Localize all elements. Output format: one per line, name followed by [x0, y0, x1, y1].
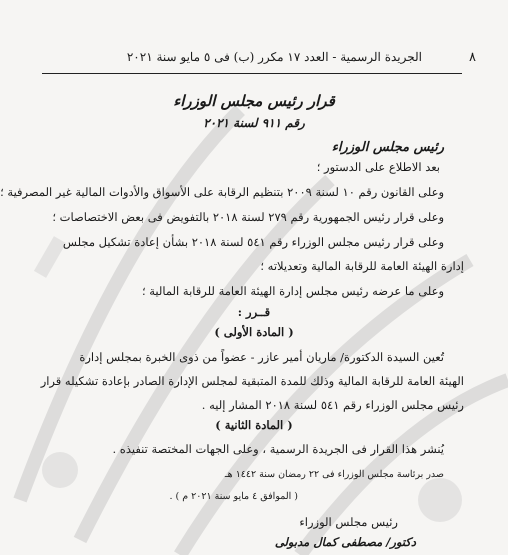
decree-title: قرار رئيس مجلس الوزراء	[173, 92, 335, 110]
preamble-line: وعلى ما عرضه رئيس مجلس إدارة الهيئة العامة للرقابة المالية ؛	[141, 284, 444, 298]
signature-title: رئيس مجلس الوزراء	[299, 515, 398, 529]
signature-name: دكتور/ مصطفى كمال مدبولى	[274, 535, 416, 549]
preamble-line: وعلى قرار رئيس مجلس الوزراء رقم ٥٤١ لسنة ٢٠١٨ بشأن إعادة تشكيل مجلس	[62, 235, 444, 249]
article1-line: تُعين السيدة الدكتورة/ ماريان أمير عازر - عضواً من ذوى الخبرة بمجلس إدارة	[79, 350, 444, 364]
page-number: ٨	[469, 50, 476, 65]
article2-text: يُنشر هذا القرار فى الجريدة الرسمية ، وعلى الجهات المختصة تنفيذه .	[112, 442, 444, 456]
header-divider	[42, 73, 462, 74]
issued-gregorian: ( الموافق ٤ مايو سنة ٢٠٢١ م ) .	[169, 491, 298, 502]
article1-line: رئيس مجلس الوزراء رقم ٥٤١ لسنة ٢٠١٨ المشار إليه .	[201, 398, 464, 412]
issuer-heading: رئيس مجلس الوزراء	[331, 140, 444, 155]
decided-label: قــرر :	[237, 305, 271, 319]
preamble-line: وعلى قرار رئيس الجمهورية رقم ٢٧٩ لسنة ٢٠١٨ بالتفويض فى بعض الاختصاصات ؛	[52, 210, 444, 224]
article1-title: ( المادة الأولى )	[214, 325, 294, 339]
preamble-line: إدارة الهيئة العامة للرقابة المالية وتعديلاته ؛	[260, 259, 464, 273]
decree-number: رقم ٩١١ لسنة ٢٠٢١	[203, 116, 305, 130]
publication-info: الجريدة الرسمية - العدد ١٧ مكرر (ب) فى ٥ مايو سنة ٢٠٢١	[126, 50, 422, 64]
preamble-line: وعلى القانون رقم ١٠ لسنة ٢٠٠٩ بتنظيم الرقابة على الأسواق والأدوات المالية غير المصرفية ؛	[0, 185, 444, 199]
article2-title: ( المادة الثانية )	[215, 418, 293, 432]
preamble-line: بعد الاطلاع على الدستور ؛	[316, 160, 440, 174]
issued-at: صدر برئاسة مجلس الوزراء فى ٢٢ رمضان سنة ١٤٤٢ هـ	[224, 469, 444, 480]
article1-line: الهيئة العامة للرقابة المالية وذلك للمدة المتبقية لمجلس الإدارة الصادر بإعادة تشكيله قرار	[40, 374, 464, 388]
page-header	[24, 50, 484, 68]
